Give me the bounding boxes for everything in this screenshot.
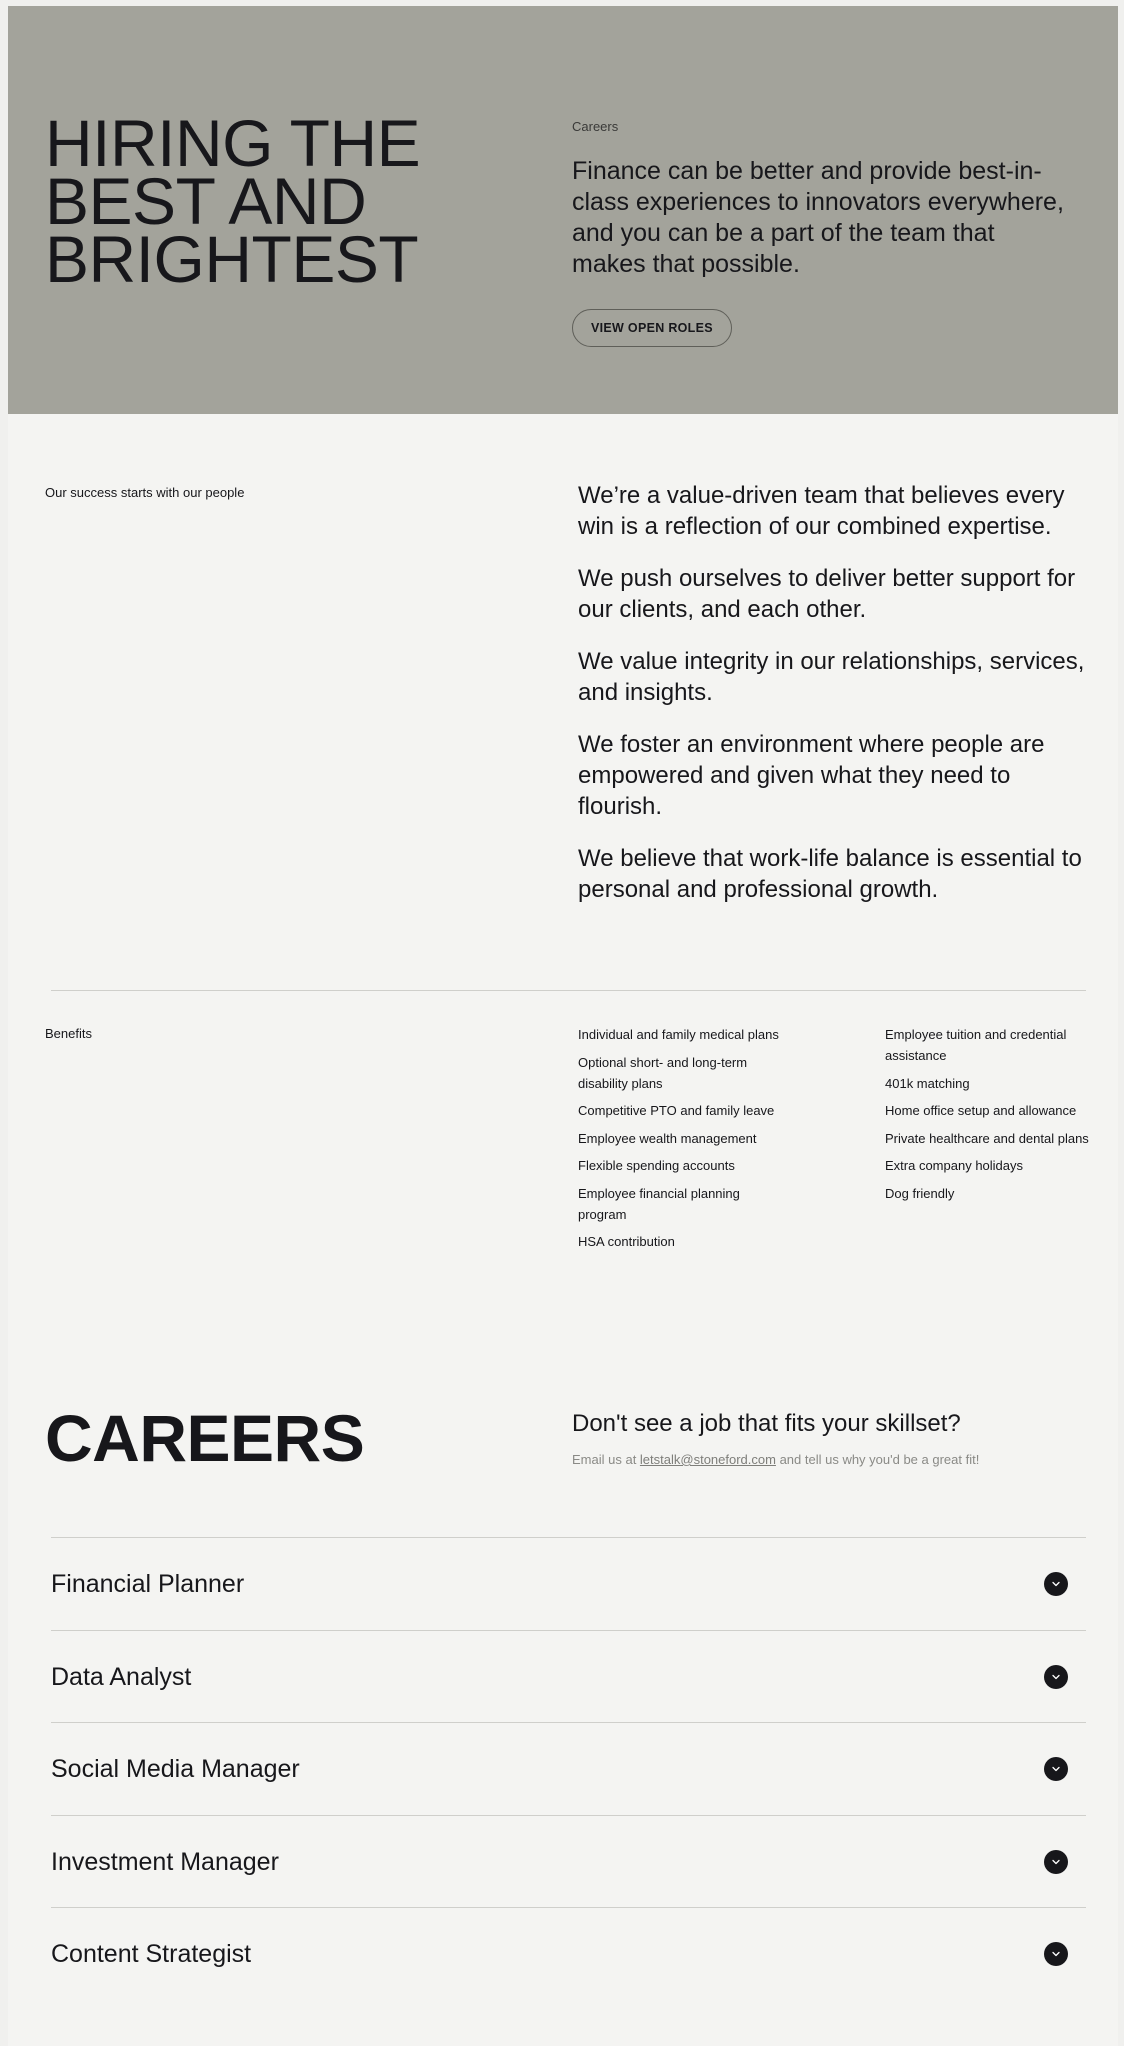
job-title: Social Media Manager: [51, 1755, 300, 1783]
benefit-item: Extra company holidays: [885, 1158, 1024, 1173]
careers-email-note: [572, 1452, 979, 1467]
email-suffix: and tell us why you'd be a great fit!: [775, 1452, 980, 1467]
email-prefix: Email us at: [572, 1452, 640, 1467]
benefit-item: Home office setup and allowance: [885, 1103, 1077, 1118]
benefit-item: Dog friendly: [885, 1185, 955, 1201]
careers-question: Don't see a job that fits your skillset?: [572, 1410, 961, 1437]
chevron-down-icon[interactable]: [1044, 1850, 1068, 1874]
value-item: We value integrity in our relationships, services, and insights.: [578, 648, 1085, 706]
value-item: We believe that work-life balance is essential to personal and professional growth.: [578, 845, 1082, 903]
job-row-investment-manager[interactable]: [51, 1815, 1086, 1908]
section-divider: [51, 990, 1086, 991]
job-row-data-analyst[interactable]: [51, 1630, 1086, 1723]
hero-kicker: Careers: [572, 119, 619, 134]
job-title: Content Strategist: [51, 1940, 252, 1968]
benefit-item: Private healthcare and dental plans: [885, 1130, 1089, 1146]
values-list: [578, 480, 1098, 926]
benefits-column-2: [885, 1024, 1095, 1210]
value-item: We’re a value-driven team that believes every win is a reflection of our combined expertise.: [578, 482, 1065, 540]
chevron-down-icon[interactable]: [1044, 1665, 1068, 1689]
view-open-roles-button[interactable]: VIEW OPEN ROLES: [572, 309, 732, 347]
hero-title: HIRING THE BEST AND BRIGHTEST: [45, 106, 421, 296]
job-title: Investment Manager: [51, 1848, 279, 1876]
benefit-item: Optional short- and long-term disability plans: [578, 1054, 748, 1091]
benefit-item: Employee tuition and credential assistance: [885, 1027, 1067, 1063]
benefit-item: Employee financial planning program: [578, 1185, 740, 1222]
benefit-item: Flexible spending accounts: [578, 1158, 735, 1173]
job-title: Financial Planner: [51, 1570, 245, 1598]
email-link[interactable]: letstalk@stoneford.com: [639, 1452, 776, 1467]
chevron-down-icon[interactable]: [1044, 1942, 1068, 1966]
job-row-financial-planner[interactable]: [51, 1537, 1086, 1630]
page: [8, 6, 1118, 2046]
chevron-down-icon[interactable]: [1044, 1757, 1068, 1781]
benefit-item: Employee wealth management: [578, 1130, 757, 1146]
hero-section: [8, 6, 1118, 414]
benefits-column-1: [578, 1024, 788, 1259]
benefits-label: Benefits: [45, 1026, 92, 1041]
chevron-down-icon[interactable]: [1044, 1572, 1068, 1596]
value-item: We push ourselves to deliver better support for our clients, and each other.: [578, 565, 1076, 623]
value-item: We foster an environment where people are empowered and given what they need to flourish.: [578, 731, 1045, 820]
hero-description: Finance can be better and provide best-in-class experiences to innovators everywhere, and you can be a part of the team that makes that possible.: [572, 157, 1064, 278]
careers-title: CAREERS: [45, 1401, 365, 1475]
benefit-item: Competitive PTO and family leave: [578, 1103, 775, 1118]
job-row-content-strategist[interactable]: [51, 1907, 1086, 2000]
values-label: Our success starts with our people: [45, 485, 245, 500]
benefit-item: HSA contribution: [578, 1234, 675, 1249]
benefit-item: Individual and family medical plans: [578, 1027, 779, 1042]
job-row-social-media-manager[interactable]: [51, 1722, 1086, 1815]
job-title: Data Analyst: [51, 1663, 192, 1691]
benefit-item: 401k matching: [885, 1075, 970, 1091]
